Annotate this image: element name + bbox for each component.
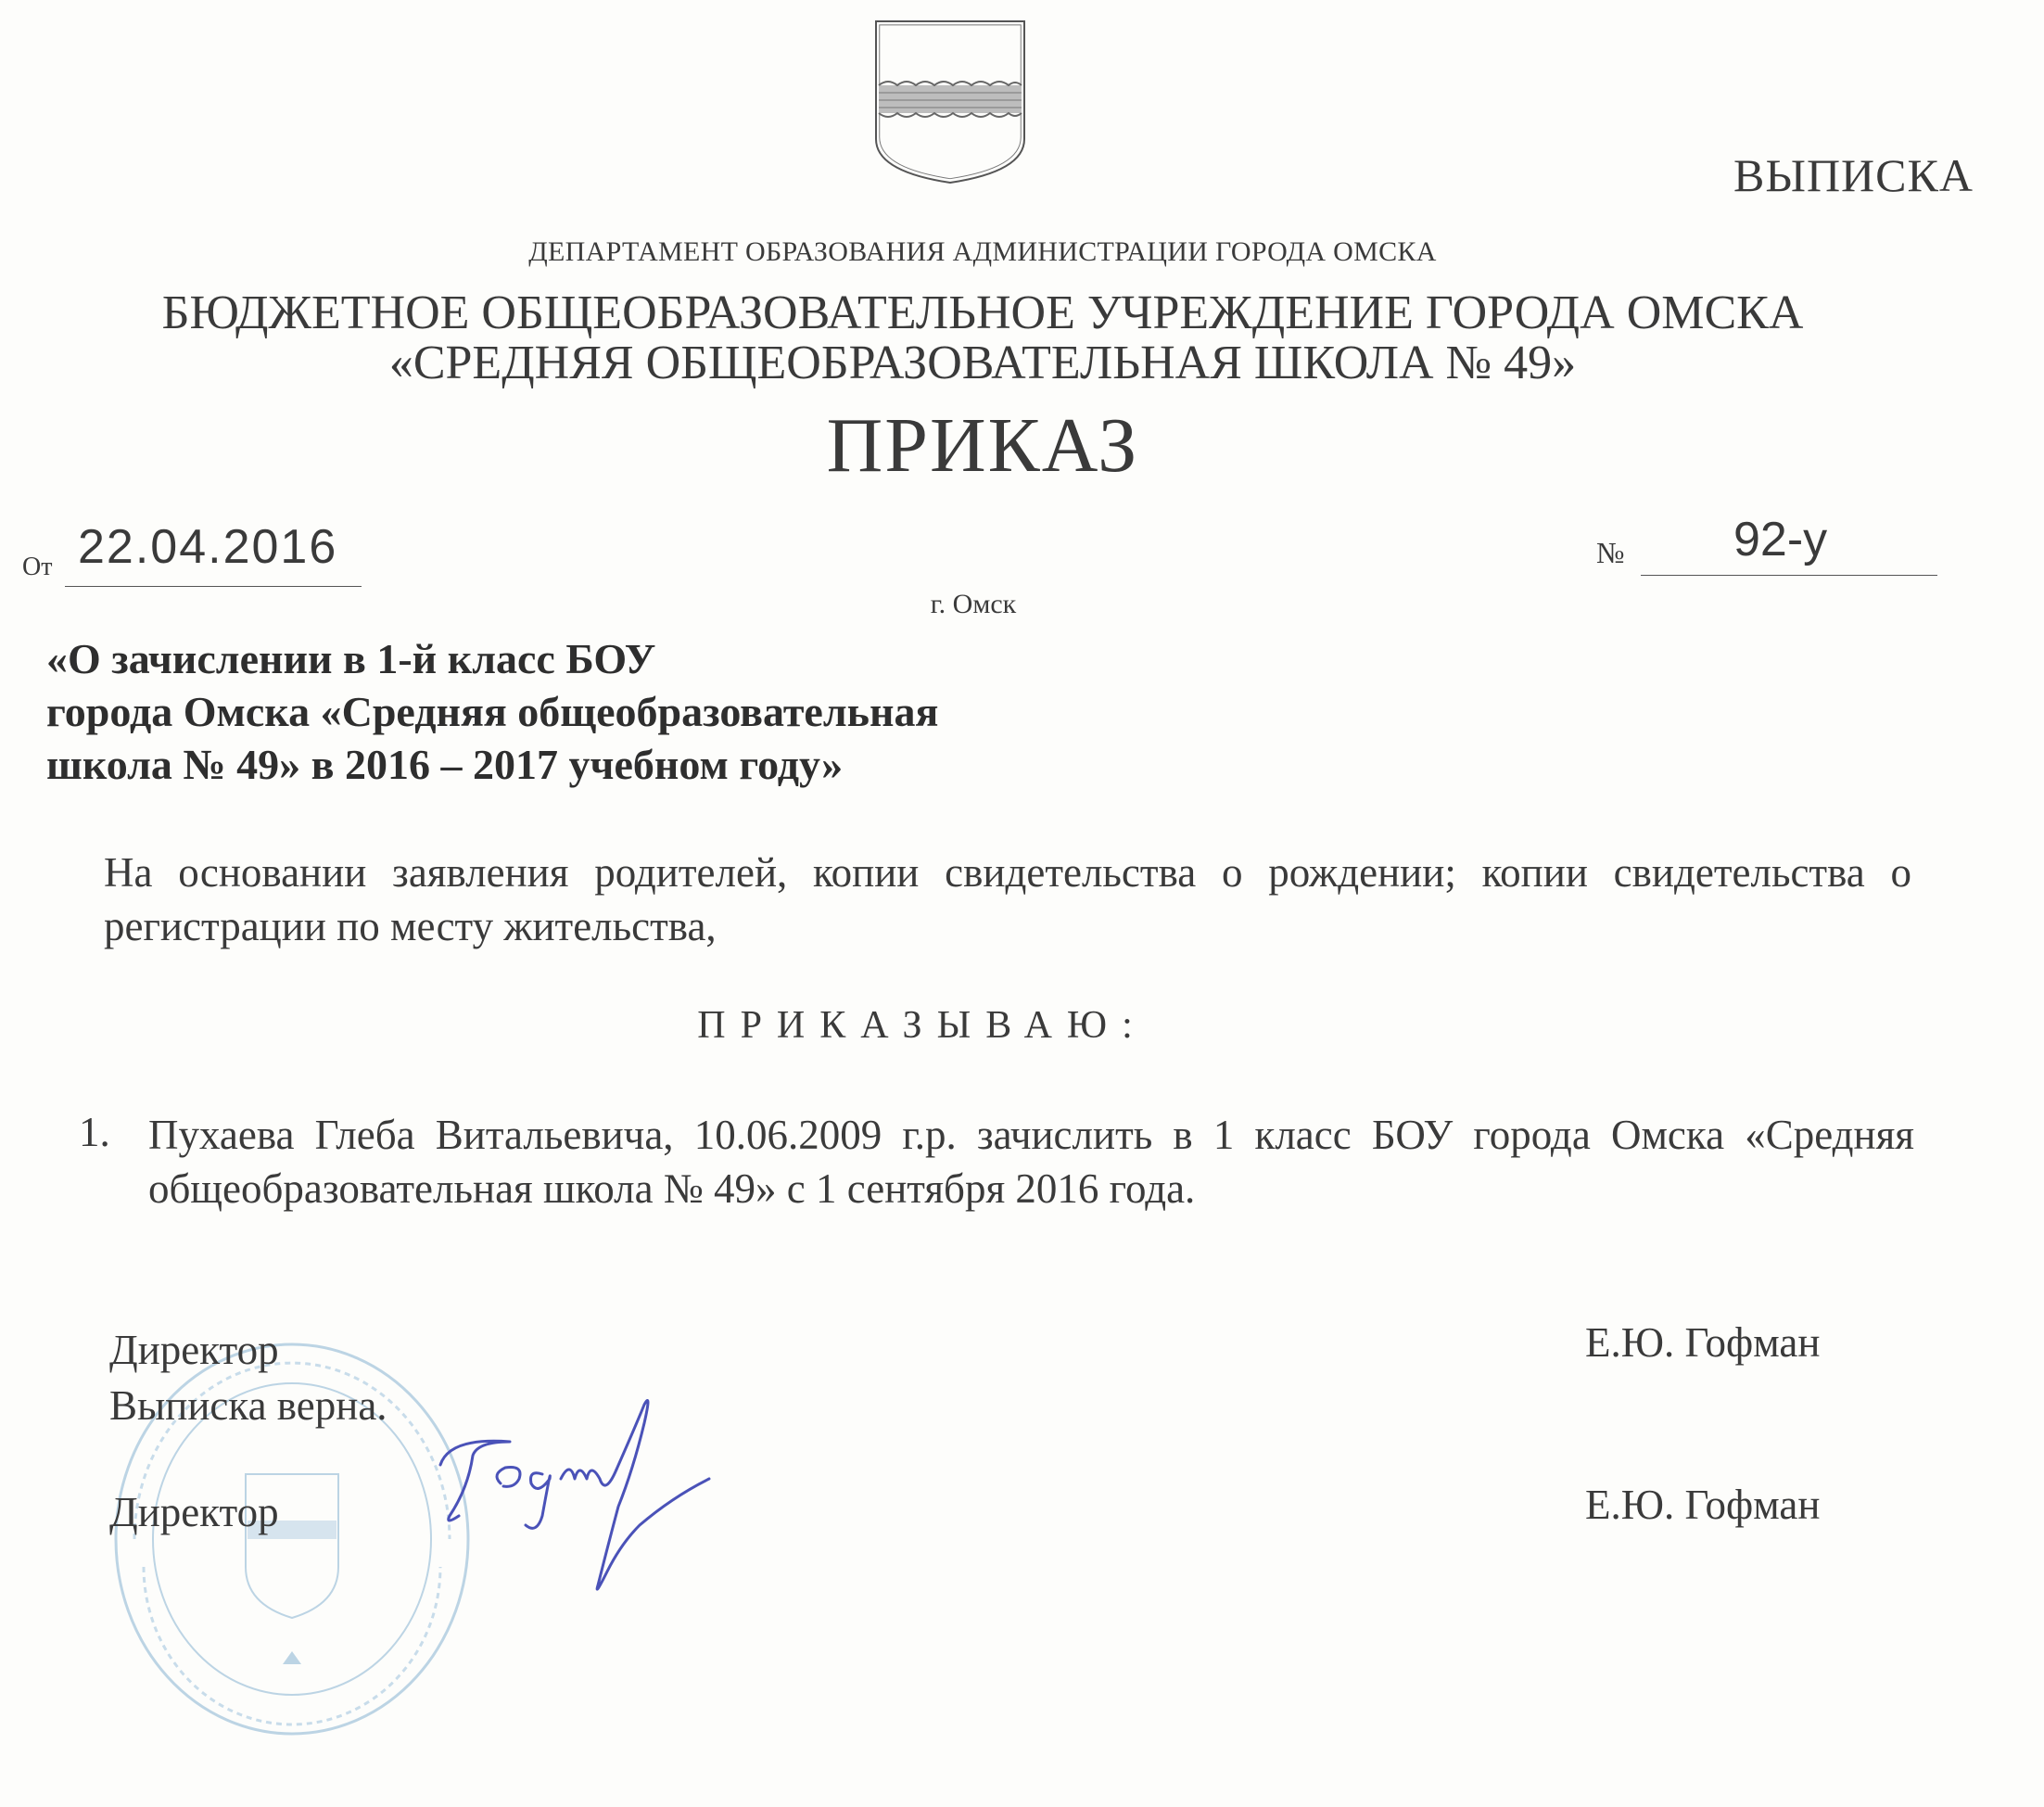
number-label: № bbox=[1596, 536, 1625, 569]
extract-label: ВЫПИСКА bbox=[1733, 149, 1974, 201]
list-item-number: 1. bbox=[79, 1109, 110, 1155]
handwritten-signature bbox=[422, 1386, 718, 1599]
director-name-2: Е.Ю. Гофман bbox=[1585, 1482, 1821, 1528]
city-label: г. Омск bbox=[930, 589, 1017, 619]
order-subject bbox=[46, 632, 938, 791]
document-title: ПРИКАЗ bbox=[826, 402, 1139, 489]
director-label-1: Директор bbox=[109, 1327, 279, 1373]
subject-line: школа № 49» в 2016 – 2017 учебном году» bbox=[46, 741, 844, 788]
institution-name-line1: БЮДЖЕТНОЕ ОБЩЕОБРАЗОВАТЕЛЬНОЕ УЧРЕЖДЕНИЕ ГОРОДА ОМСКА bbox=[161, 286, 1804, 339]
subject-line: города Омска «Средняя общеобразовательная bbox=[46, 688, 939, 735]
date-prefix-label: От bbox=[22, 553, 53, 581]
order-number: 92-у bbox=[1733, 513, 1828, 566]
subject-line: «О зачислении в 1-й класс БОУ bbox=[46, 635, 656, 682]
coat-of-arms-emblem bbox=[871, 19, 1029, 185]
director-label-2: Директор bbox=[109, 1489, 279, 1535]
extract-certified-label: Выписка верна. bbox=[109, 1382, 387, 1429]
department-name: ДЕПАРТАМЕНТ ОБРАЗОВАНИЯ АДМИНИСТРАЦИИ ГОРОДА ОМСКА bbox=[528, 236, 1437, 267]
basis-paragraph: На основании заявления родителей, копии свидетельства о рождении; копии свидетельства о регистрации по месту жительства, bbox=[104, 849, 1911, 949]
list-item-text: Пухаева Глеба Витальевича, 10.06.2009 г.р. зачислить в 1 класс БОУ города Омска «Средняя общеобразовательная школа № 49» с 1 сентября 2016 года. bbox=[148, 1112, 1914, 1212]
order-date: 22.04.2016 bbox=[78, 520, 338, 574]
director-name-1: Е.Ю. Гофман bbox=[1585, 1319, 1821, 1366]
order-heading: ПРИКАЗЫВАЮ: bbox=[697, 1004, 1148, 1047]
institution-name-line2: «СРЕДНЯЯ ОБЩЕОБРАЗОВАТЕЛЬНАЯ ШКОЛА № 49» bbox=[388, 337, 1577, 389]
